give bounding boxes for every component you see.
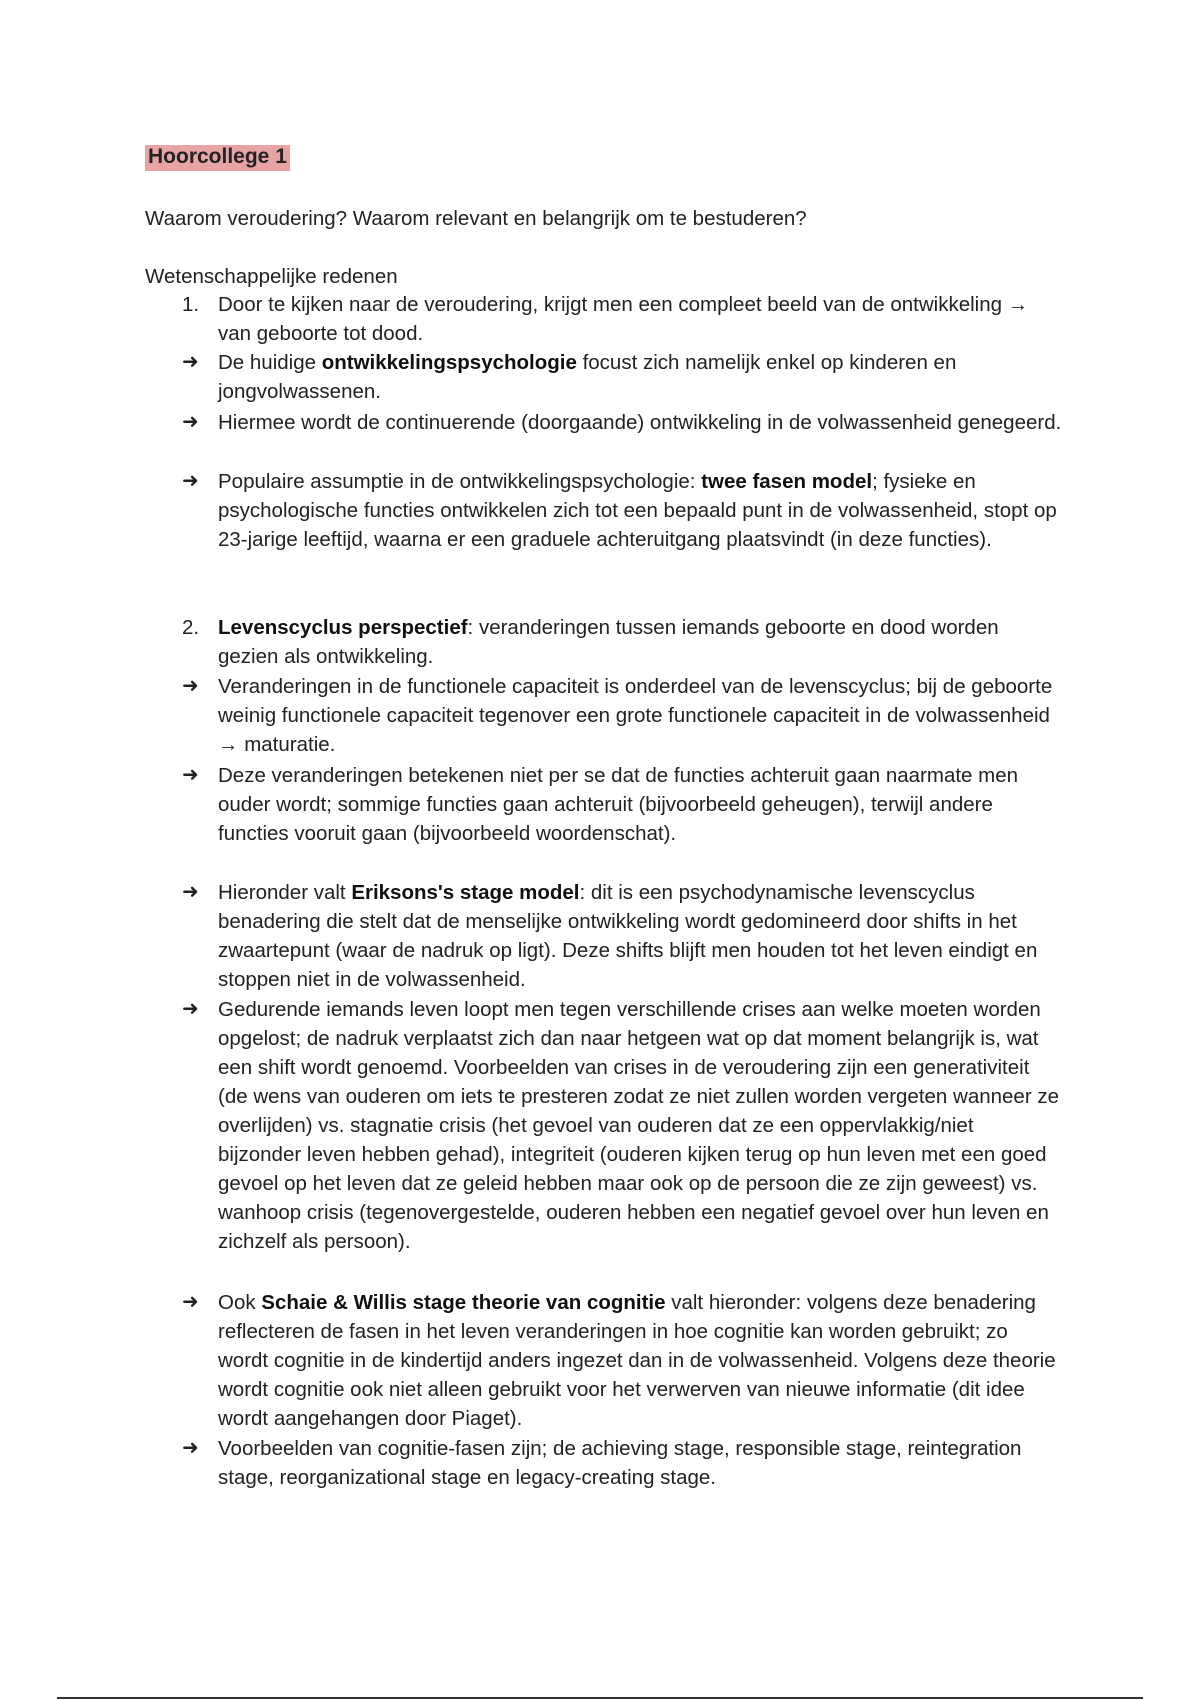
- arrow-bullet-icon: ➜: [182, 1291, 199, 1313]
- list-item-arrow: [182, 1288, 1062, 1433]
- arrow-bullet-icon: ➜: [182, 881, 199, 903]
- arrow-bullet-icon: ➜: [182, 351, 199, 373]
- arrow-bullet-icon: ➜: [182, 998, 199, 1020]
- list-item-numbered-1: [182, 290, 1062, 348]
- list-item-text: De huidige ontwikkelingspsychologie focust zich namelijk enkel op kinderen en jongvolwassenen.: [218, 351, 957, 403]
- list-item-text: Veranderingen in de functionele capaciteit is onderdeel van de levenscyclus; bij de geboorte weinig functionele capaciteit tegenover een grote functionele capaciteit in de volwassenheid → maturatie.: [218, 675, 1053, 756]
- list-item-text: Hiermee wordt de continuerende (doorgaande) ontwikkeling in de volwassenheid genegeerd.: [218, 411, 1062, 434]
- list-item-text: Deze veranderingen betekenen niet per se dat de functies achteruit gaan naarmate men ouder wordt; sommige functies gaan achteruit (bijvoorbeeld geheugen), terwijl andere functies vooruit gaan (bijvoorbeeld woordenschat).: [218, 764, 1019, 845]
- list-item-text: Levenscyclus perspectief: veranderingen tussen iemands geboorte en dood worden gezien als ontwikkeling.: [218, 616, 999, 668]
- list-item-numbered-2: [182, 613, 1062, 671]
- list-item-text: Door te kijken naar de veroudering, krijgt men een compleet beeld van de ontwikkeling → van geboorte tot dood.: [218, 293, 1029, 345]
- section-subheading: Wetenschappelijke redenen: [145, 265, 398, 288]
- list-item-arrow: [182, 761, 1062, 848]
- list-item-text: Hieronder valt Eriksons's stage model: dit is een psychodynamische levenscyclus benadering die stelt dat de menselijke ontwikkeling wordt gedomineerd door shifts in het zwaartepunt (waar de nadruk op ligt). Deze shifts blijft men houden tot het leven eindigt en stoppen niet in de volwassenheid.: [218, 881, 1038, 991]
- list-item-arrow: [182, 348, 1062, 406]
- list-item-text: Gedurende iemands leven loopt men tegen verschillende crises aan welke moeten worden opgelost; de nadruk verplaatst zich dan naar hetgeen wat op dat moment belangrijk is, wat een shift wordt genoemd. Voorbeelden van crises in de veroudering zijn een generativiteit (de wens van ouderen om iets te presteren zodat ze niet zullen worden vergeten wanneer ze overlijden) vs. stagnatie crisis (het gevoel van ouderen dat ze een oppervlakkig/niet bijzonder leven hebben gehad), integriteit (ouderen kijken terug op hun leven met een goed gevoel op het leven dat ze geleid hebben maar ook op de persoon die ze zijn geweest) vs. wanhoop crisis (tegenovergestelde, ouderen hebben een negatief gevoel over hun leven en zichzelf als persoon).: [218, 998, 1060, 1253]
- list-number: 2.: [182, 616, 200, 639]
- arrow-bullet-icon: ➜: [182, 470, 199, 492]
- list-item-text: Populaire assumptie in de ontwikkelingspsychologie: twee fasen model; fysieke en psychologische functies ontwikkelen zich tot een bepaald punt in de volwassenheid, stopt op 23-jarige leeftijd, waarna er een graduele achteruitgang plaatsvindt (in deze functies).: [218, 470, 1057, 551]
- list-number: 1.: [182, 293, 200, 316]
- page-bottom-divider: [57, 1697, 1143, 1699]
- page-title: Hoorcollege 1: [145, 145, 290, 171]
- list-item-arrow: [182, 878, 1062, 994]
- arrow-bullet-icon: ➜: [182, 411, 199, 433]
- list-item-arrow: [182, 672, 1062, 759]
- list-item-arrow: [182, 995, 1062, 1256]
- list-item-text: Ook Schaie & Willis stage theorie van cognitie valt hieronder: volgens deze benadering reflecteren de fasen in het leven veranderingen in hoe cognitie kan worden gebruikt; zo wordt cognitie in de kindertijd anders ingezet dan in de volwassenheid. Volgens deze theorie wordt cognitie ook niet alleen gebruikt voor het verwerven van nieuwe informatie (dit idee wordt aangehangen door Piaget).: [218, 1291, 1056, 1430]
- list-item-arrow: [182, 1434, 1062, 1492]
- list-item-text: Voorbeelden van cognitie-fasen zijn; de achieving stage, responsible stage, reintegration stage, reorganizational stage en legacy-creating stage.: [218, 1437, 1022, 1489]
- intro-question: Waarom veroudering? Waarom relevant en belangrijk om te bestuderen?: [145, 207, 807, 230]
- list-item-arrow: [182, 408, 1062, 437]
- list-item-arrow: [182, 467, 1062, 554]
- arrow-bullet-icon: ➜: [182, 1437, 199, 1459]
- arrow-bullet-icon: ➜: [182, 675, 199, 697]
- arrow-bullet-icon: ➜: [182, 764, 199, 786]
